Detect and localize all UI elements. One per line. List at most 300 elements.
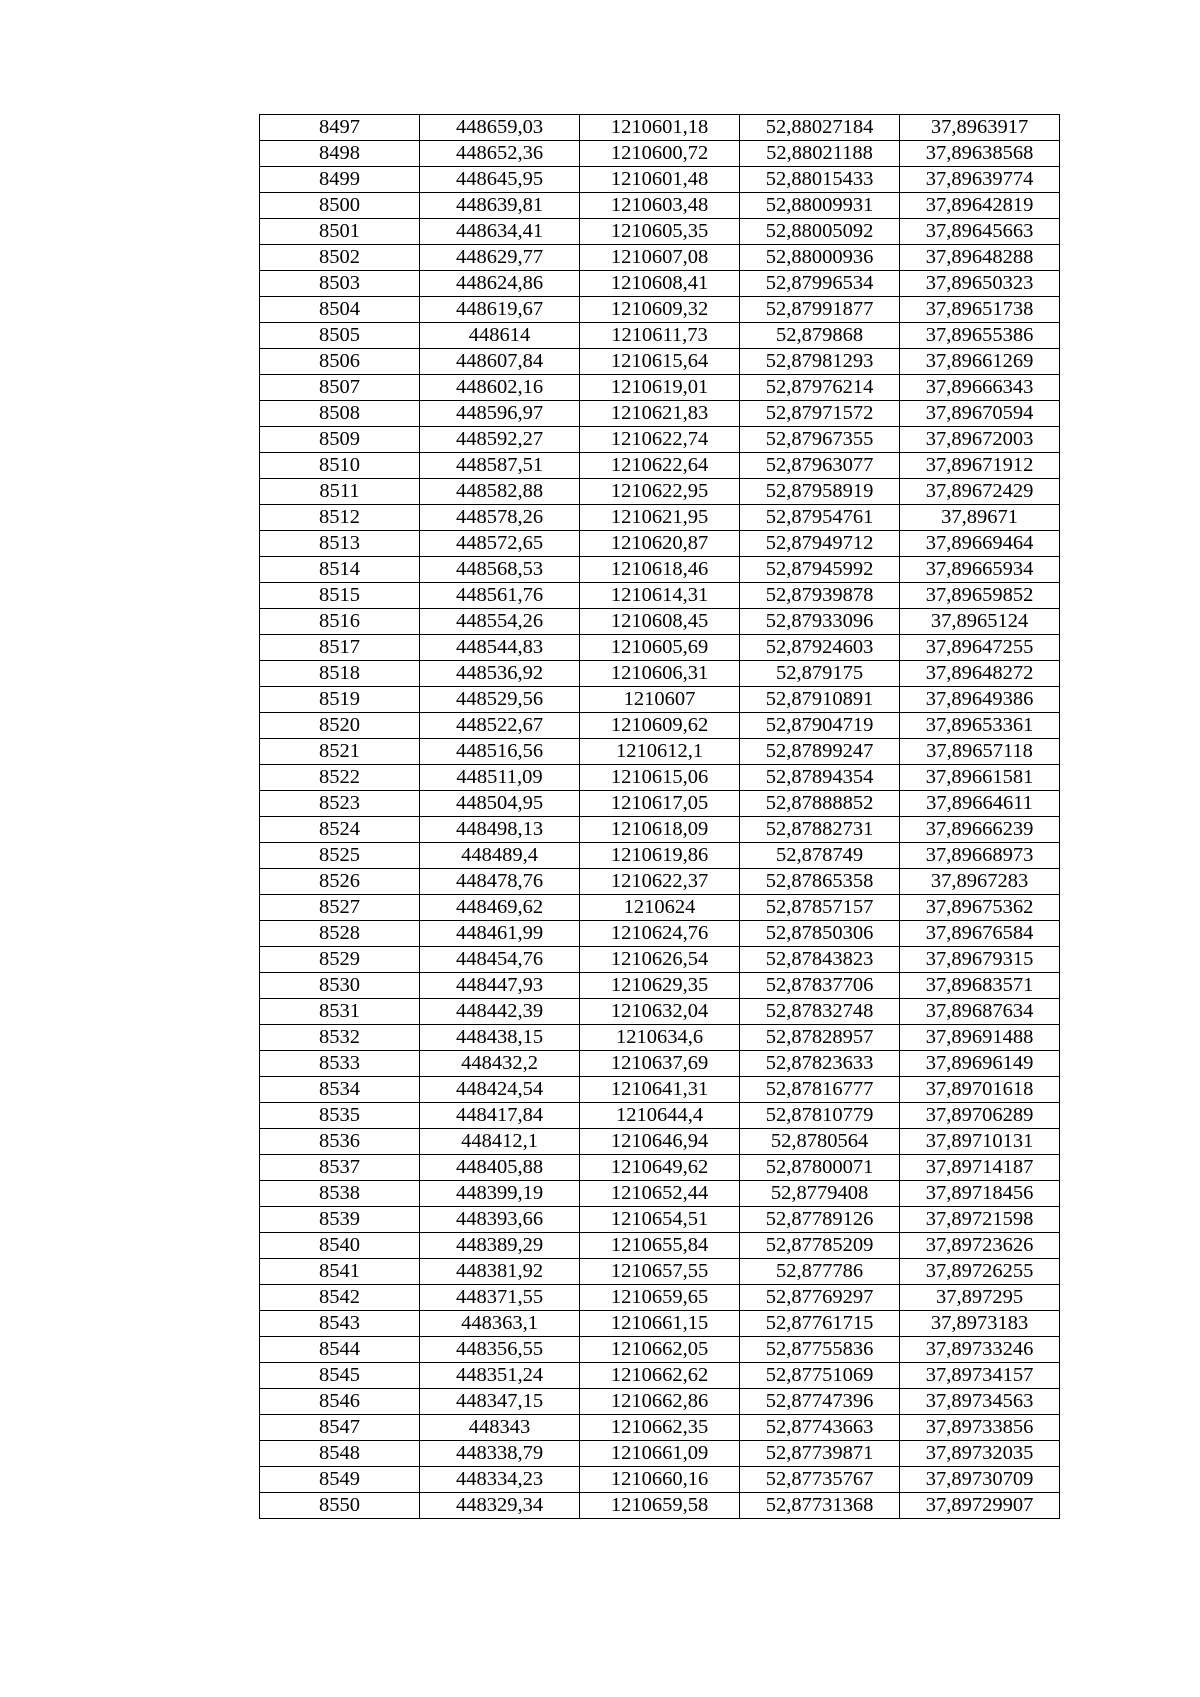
- x-coordinate-cell: 448659,03: [420, 115, 580, 141]
- table-row: [260, 869, 1060, 895]
- point-number-cell: 8504: [260, 297, 420, 323]
- table-row: [260, 557, 1060, 583]
- table-row: [260, 999, 1060, 1025]
- latitude-cell: 52,87843823: [740, 947, 900, 973]
- x-coordinate-cell: 448461,99: [420, 921, 580, 947]
- latitude-cell: 52,87976214: [740, 375, 900, 401]
- point-number-cell: 8514: [260, 557, 420, 583]
- coordinates-table-body: [260, 115, 1060, 1519]
- latitude-cell: 52,87800071: [740, 1155, 900, 1181]
- y-coordinate-cell: 1210624,76: [580, 921, 740, 947]
- x-coordinate-cell: 448634,41: [420, 219, 580, 245]
- y-coordinate-cell: 1210600,72: [580, 141, 740, 167]
- latitude-cell: 52,87789126: [740, 1207, 900, 1233]
- table-row: [260, 505, 1060, 531]
- table-row: [260, 1493, 1060, 1519]
- point-number-cell: 8544: [260, 1337, 420, 1363]
- longitude-cell: 37,89648288: [900, 245, 1060, 271]
- point-number-cell: 8507: [260, 375, 420, 401]
- table-row: [260, 1207, 1060, 1233]
- y-coordinate-cell: 1210617,05: [580, 791, 740, 817]
- point-number-cell: 8541: [260, 1259, 420, 1285]
- x-coordinate-cell: 448347,15: [420, 1389, 580, 1415]
- longitude-cell: 37,89714187: [900, 1155, 1060, 1181]
- point-number-cell: 8532: [260, 1025, 420, 1051]
- point-number-cell: 8533: [260, 1051, 420, 1077]
- x-coordinate-cell: 448412,1: [420, 1129, 580, 1155]
- point-number-cell: 8503: [260, 271, 420, 297]
- longitude-cell: 37,89661269: [900, 349, 1060, 375]
- table-row: [260, 401, 1060, 427]
- table-row: [260, 1129, 1060, 1155]
- longitude-cell: 37,89679315: [900, 947, 1060, 973]
- latitude-cell: 52,88021188: [740, 141, 900, 167]
- table-row: [260, 1233, 1060, 1259]
- latitude-cell: 52,87954761: [740, 505, 900, 531]
- point-number-cell: 8535: [260, 1103, 420, 1129]
- point-number-cell: 8523: [260, 791, 420, 817]
- x-coordinate-cell: 448399,19: [420, 1181, 580, 1207]
- y-coordinate-cell: 1210661,09: [580, 1441, 740, 1467]
- table-row: [260, 1051, 1060, 1077]
- x-coordinate-cell: 448469,62: [420, 895, 580, 921]
- table-row: [260, 1389, 1060, 1415]
- x-coordinate-cell: 448645,95: [420, 167, 580, 193]
- longitude-cell: 37,89670594: [900, 401, 1060, 427]
- latitude-cell: 52,87747396: [740, 1389, 900, 1415]
- y-coordinate-cell: 1210611,73: [580, 323, 740, 349]
- table-row: [260, 635, 1060, 661]
- point-number-cell: 8529: [260, 947, 420, 973]
- x-coordinate-cell: 448629,77: [420, 245, 580, 271]
- y-coordinate-cell: 1210615,06: [580, 765, 740, 791]
- point-number-cell: 8500: [260, 193, 420, 219]
- table-row: [260, 765, 1060, 791]
- point-number-cell: 8513: [260, 531, 420, 557]
- table-row: [260, 687, 1060, 713]
- table-row: [260, 1363, 1060, 1389]
- table-row: [260, 739, 1060, 765]
- latitude-cell: 52,88000936: [740, 245, 900, 271]
- latitude-cell: 52,87735767: [740, 1467, 900, 1493]
- y-coordinate-cell: 1210615,64: [580, 349, 740, 375]
- point-number-cell: 8527: [260, 895, 420, 921]
- table-row: [260, 193, 1060, 219]
- latitude-cell: 52,87810779: [740, 1103, 900, 1129]
- table-row: [260, 1441, 1060, 1467]
- latitude-cell: 52,87991877: [740, 297, 900, 323]
- longitude-cell: 37,89683571: [900, 973, 1060, 999]
- table-row: [260, 427, 1060, 453]
- y-coordinate-cell: 1210637,69: [580, 1051, 740, 1077]
- point-number-cell: 8550: [260, 1493, 420, 1519]
- table-row: [260, 843, 1060, 869]
- y-coordinate-cell: 1210605,35: [580, 219, 740, 245]
- latitude-cell: 52,87963077: [740, 453, 900, 479]
- x-coordinate-cell: 448489,4: [420, 843, 580, 869]
- y-coordinate-cell: 1210662,05: [580, 1337, 740, 1363]
- point-number-cell: 8518: [260, 661, 420, 687]
- longitude-cell: 37,89672429: [900, 479, 1060, 505]
- latitude-cell: 52,87894354: [740, 765, 900, 791]
- x-coordinate-cell: 448544,83: [420, 635, 580, 661]
- y-coordinate-cell: 1210662,86: [580, 1389, 740, 1415]
- point-number-cell: 8534: [260, 1077, 420, 1103]
- longitude-cell: 37,89726255: [900, 1259, 1060, 1285]
- longitude-cell: 37,89676584: [900, 921, 1060, 947]
- y-coordinate-cell: 1210662,35: [580, 1415, 740, 1441]
- table-row: [260, 1077, 1060, 1103]
- y-coordinate-cell: 1210659,65: [580, 1285, 740, 1311]
- table-row: [260, 1025, 1060, 1051]
- table-row: [260, 141, 1060, 167]
- y-coordinate-cell: 1210614,31: [580, 583, 740, 609]
- table-row: [260, 245, 1060, 271]
- y-coordinate-cell: 1210618,09: [580, 817, 740, 843]
- x-coordinate-cell: 448438,15: [420, 1025, 580, 1051]
- point-number-cell: 8539: [260, 1207, 420, 1233]
- longitude-cell: 37,89668973: [900, 843, 1060, 869]
- x-coordinate-cell: 448614: [420, 323, 580, 349]
- latitude-cell: 52,87850306: [740, 921, 900, 947]
- x-coordinate-cell: 448568,53: [420, 557, 580, 583]
- x-coordinate-cell: 448504,95: [420, 791, 580, 817]
- y-coordinate-cell: 1210646,94: [580, 1129, 740, 1155]
- longitude-cell: 37,89664611: [900, 791, 1060, 817]
- x-coordinate-cell: 448381,92: [420, 1259, 580, 1285]
- longitude-cell: 37,89653361: [900, 713, 1060, 739]
- y-coordinate-cell: 1210607: [580, 687, 740, 713]
- table-row: [260, 349, 1060, 375]
- longitude-cell: 37,89645663: [900, 219, 1060, 245]
- latitude-cell: 52,87958919: [740, 479, 900, 505]
- y-coordinate-cell: 1210622,37: [580, 869, 740, 895]
- point-number-cell: 8498: [260, 141, 420, 167]
- y-coordinate-cell: 1210622,74: [580, 427, 740, 453]
- latitude-cell: 52,87816777: [740, 1077, 900, 1103]
- latitude-cell: 52,87945992: [740, 557, 900, 583]
- table-row: [260, 1103, 1060, 1129]
- longitude-cell: 37,89734157: [900, 1363, 1060, 1389]
- latitude-cell: 52,87904719: [740, 713, 900, 739]
- table-row: [260, 661, 1060, 687]
- longitude-cell: 37,89655386: [900, 323, 1060, 349]
- x-coordinate-cell: 448619,67: [420, 297, 580, 323]
- longitude-cell: 37,89706289: [900, 1103, 1060, 1129]
- y-coordinate-cell: 1210644,4: [580, 1103, 740, 1129]
- table-row: [260, 1155, 1060, 1181]
- latitude-cell: 52,87865358: [740, 869, 900, 895]
- table-row: [260, 713, 1060, 739]
- x-coordinate-cell: 448578,26: [420, 505, 580, 531]
- latitude-cell: 52,87755836: [740, 1337, 900, 1363]
- point-number-cell: 8509: [260, 427, 420, 453]
- longitude-cell: 37,89721598: [900, 1207, 1060, 1233]
- x-coordinate-cell: 448607,84: [420, 349, 580, 375]
- y-coordinate-cell: 1210661,15: [580, 1311, 740, 1337]
- point-number-cell: 8538: [260, 1181, 420, 1207]
- latitude-cell: 52,87971572: [740, 401, 900, 427]
- y-coordinate-cell: 1210601,18: [580, 115, 740, 141]
- table-row: [260, 271, 1060, 297]
- latitude-cell: 52,87933096: [740, 609, 900, 635]
- y-coordinate-cell: 1210621,95: [580, 505, 740, 531]
- longitude-cell: 37,89687634: [900, 999, 1060, 1025]
- point-number-cell: 8528: [260, 921, 420, 947]
- latitude-cell: 52,87939878: [740, 583, 900, 609]
- table-row: [260, 791, 1060, 817]
- point-number-cell: 8548: [260, 1441, 420, 1467]
- table-row: [260, 895, 1060, 921]
- point-number-cell: 8524: [260, 817, 420, 843]
- latitude-cell: 52,87924603: [740, 635, 900, 661]
- table-row: [260, 973, 1060, 999]
- longitude-cell: 37,89659852: [900, 583, 1060, 609]
- point-number-cell: 8536: [260, 1129, 420, 1155]
- latitude-cell: 52,87996534: [740, 271, 900, 297]
- longitude-cell: 37,89733246: [900, 1337, 1060, 1363]
- latitude-cell: 52,87823633: [740, 1051, 900, 1077]
- longitude-cell: 37,89733856: [900, 1415, 1060, 1441]
- latitude-cell: 52,87882731: [740, 817, 900, 843]
- x-coordinate-cell: 448447,93: [420, 973, 580, 999]
- latitude-cell: 52,87837706: [740, 973, 900, 999]
- x-coordinate-cell: 448624,86: [420, 271, 580, 297]
- table-row: [260, 1467, 1060, 1493]
- longitude-cell: 37,89666343: [900, 375, 1060, 401]
- point-number-cell: 8516: [260, 609, 420, 635]
- x-coordinate-cell: 448334,23: [420, 1467, 580, 1493]
- y-coordinate-cell: 1210660,16: [580, 1467, 740, 1493]
- table-row: [260, 167, 1060, 193]
- latitude-cell: 52,87751069: [740, 1363, 900, 1389]
- point-number-cell: 8526: [260, 869, 420, 895]
- table-row: [260, 375, 1060, 401]
- y-coordinate-cell: 1210605,69: [580, 635, 740, 661]
- longitude-cell: 37,89647255: [900, 635, 1060, 661]
- table-row: [260, 1415, 1060, 1441]
- x-coordinate-cell: 448652,36: [420, 141, 580, 167]
- x-coordinate-cell: 448639,81: [420, 193, 580, 219]
- latitude-cell: 52,87949712: [740, 531, 900, 557]
- longitude-cell: 37,89638568: [900, 141, 1060, 167]
- table-row: [260, 453, 1060, 479]
- point-number-cell: 8549: [260, 1467, 420, 1493]
- point-number-cell: 8502: [260, 245, 420, 271]
- longitude-cell: 37,8965124: [900, 609, 1060, 635]
- y-coordinate-cell: 1210619,01: [580, 375, 740, 401]
- y-coordinate-cell: 1210612,1: [580, 739, 740, 765]
- latitude-cell: 52,88005092: [740, 219, 900, 245]
- longitude-cell: 37,89723626: [900, 1233, 1060, 1259]
- table-row: [260, 921, 1060, 947]
- longitude-cell: 37,8973183: [900, 1311, 1060, 1337]
- point-number-cell: 8512: [260, 505, 420, 531]
- latitude-cell: 52,87832748: [740, 999, 900, 1025]
- longitude-cell: 37,89671912: [900, 453, 1060, 479]
- point-number-cell: 8519: [260, 687, 420, 713]
- x-coordinate-cell: 448572,65: [420, 531, 580, 557]
- point-number-cell: 8505: [260, 323, 420, 349]
- y-coordinate-cell: 1210618,46: [580, 557, 740, 583]
- y-coordinate-cell: 1210629,35: [580, 973, 740, 999]
- point-number-cell: 8546: [260, 1389, 420, 1415]
- y-coordinate-cell: 1210622,64: [580, 453, 740, 479]
- latitude-cell: 52,8780564: [740, 1129, 900, 1155]
- longitude-cell: 37,897295: [900, 1285, 1060, 1311]
- longitude-cell: 37,89732035: [900, 1441, 1060, 1467]
- x-coordinate-cell: 448454,76: [420, 947, 580, 973]
- x-coordinate-cell: 448424,54: [420, 1077, 580, 1103]
- x-coordinate-cell: 448529,56: [420, 687, 580, 713]
- x-coordinate-cell: 448478,76: [420, 869, 580, 895]
- table-row: [260, 1311, 1060, 1337]
- x-coordinate-cell: 448363,1: [420, 1311, 580, 1337]
- x-coordinate-cell: 448405,88: [420, 1155, 580, 1181]
- longitude-cell: 37,89718456: [900, 1181, 1060, 1207]
- coordinates-table: [259, 114, 1060, 1519]
- longitude-cell: 37,89672003: [900, 427, 1060, 453]
- y-coordinate-cell: 1210606,31: [580, 661, 740, 687]
- x-coordinate-cell: 448343: [420, 1415, 580, 1441]
- longitude-cell: 37,8967283: [900, 869, 1060, 895]
- latitude-cell: 52,88015433: [740, 167, 900, 193]
- longitude-cell: 37,89657118: [900, 739, 1060, 765]
- y-coordinate-cell: 1210649,62: [580, 1155, 740, 1181]
- x-coordinate-cell: 448592,27: [420, 427, 580, 453]
- latitude-cell: 52,88009931: [740, 193, 900, 219]
- point-number-cell: 8522: [260, 765, 420, 791]
- table-row: [260, 1181, 1060, 1207]
- longitude-cell: 37,89710131: [900, 1129, 1060, 1155]
- x-coordinate-cell: 448522,67: [420, 713, 580, 739]
- x-coordinate-cell: 448356,55: [420, 1337, 580, 1363]
- point-number-cell: 8531: [260, 999, 420, 1025]
- y-coordinate-cell: 1210603,48: [580, 193, 740, 219]
- point-number-cell: 8530: [260, 973, 420, 999]
- point-number-cell: 8543: [260, 1311, 420, 1337]
- y-coordinate-cell: 1210619,86: [580, 843, 740, 869]
- latitude-cell: 52,8779408: [740, 1181, 900, 1207]
- table-row: [260, 583, 1060, 609]
- latitude-cell: 52,87731368: [740, 1493, 900, 1519]
- latitude-cell: 52,879868: [740, 323, 900, 349]
- point-number-cell: 8547: [260, 1415, 420, 1441]
- point-number-cell: 8545: [260, 1363, 420, 1389]
- y-coordinate-cell: 1210622,95: [580, 479, 740, 505]
- point-number-cell: 8540: [260, 1233, 420, 1259]
- table-row: [260, 219, 1060, 245]
- latitude-cell: 52,87785209: [740, 1233, 900, 1259]
- x-coordinate-cell: 448498,13: [420, 817, 580, 843]
- longitude-cell: 37,89701618: [900, 1077, 1060, 1103]
- table-row: [260, 297, 1060, 323]
- y-coordinate-cell: 1210634,6: [580, 1025, 740, 1051]
- x-coordinate-cell: 448561,76: [420, 583, 580, 609]
- latitude-cell: 52,87739871: [740, 1441, 900, 1467]
- y-coordinate-cell: 1210601,48: [580, 167, 740, 193]
- y-coordinate-cell: 1210609,32: [580, 297, 740, 323]
- x-coordinate-cell: 448393,66: [420, 1207, 580, 1233]
- x-coordinate-cell: 448351,24: [420, 1363, 580, 1389]
- y-coordinate-cell: 1210608,45: [580, 609, 740, 635]
- y-coordinate-cell: 1210620,87: [580, 531, 740, 557]
- point-number-cell: 8520: [260, 713, 420, 739]
- longitude-cell: 37,8963917: [900, 115, 1060, 141]
- point-number-cell: 8525: [260, 843, 420, 869]
- x-coordinate-cell: 448417,84: [420, 1103, 580, 1129]
- latitude-cell: 52,87899247: [740, 739, 900, 765]
- longitude-cell: 37,89639774: [900, 167, 1060, 193]
- longitude-cell: 37,89730709: [900, 1467, 1060, 1493]
- point-number-cell: 8515: [260, 583, 420, 609]
- point-number-cell: 8497: [260, 115, 420, 141]
- point-number-cell: 8537: [260, 1155, 420, 1181]
- latitude-cell: 52,87910891: [740, 687, 900, 713]
- table-row: [260, 817, 1060, 843]
- y-coordinate-cell: 1210662,62: [580, 1363, 740, 1389]
- point-number-cell: 8542: [260, 1285, 420, 1311]
- latitude-cell: 52,87743663: [740, 1415, 900, 1441]
- table-row: [260, 531, 1060, 557]
- x-coordinate-cell: 448338,79: [420, 1441, 580, 1467]
- longitude-cell: 37,89669464: [900, 531, 1060, 557]
- point-number-cell: 8511: [260, 479, 420, 505]
- latitude-cell: 52,87981293: [740, 349, 900, 375]
- point-number-cell: 8521: [260, 739, 420, 765]
- latitude-cell: 52,87967355: [740, 427, 900, 453]
- latitude-cell: 52,87857157: [740, 895, 900, 921]
- longitude-cell: 37,89734563: [900, 1389, 1060, 1415]
- x-coordinate-cell: 448587,51: [420, 453, 580, 479]
- table-row: [260, 947, 1060, 973]
- y-coordinate-cell: 1210652,44: [580, 1181, 740, 1207]
- y-coordinate-cell: 1210621,83: [580, 401, 740, 427]
- table-row: [260, 323, 1060, 349]
- x-coordinate-cell: 448371,55: [420, 1285, 580, 1311]
- x-coordinate-cell: 448516,56: [420, 739, 580, 765]
- longitude-cell: 37,89729907: [900, 1493, 1060, 1519]
- y-coordinate-cell: 1210654,51: [580, 1207, 740, 1233]
- x-coordinate-cell: 448432,2: [420, 1051, 580, 1077]
- y-coordinate-cell: 1210655,84: [580, 1233, 740, 1259]
- longitude-cell: 37,89675362: [900, 895, 1060, 921]
- longitude-cell: 37,89649386: [900, 687, 1060, 713]
- point-number-cell: 8510: [260, 453, 420, 479]
- y-coordinate-cell: 1210657,55: [580, 1259, 740, 1285]
- x-coordinate-cell: 448554,26: [420, 609, 580, 635]
- longitude-cell: 37,89661581: [900, 765, 1060, 791]
- y-coordinate-cell: 1210608,41: [580, 271, 740, 297]
- point-number-cell: 8517: [260, 635, 420, 661]
- longitude-cell: 37,89651738: [900, 297, 1060, 323]
- x-coordinate-cell: 448389,29: [420, 1233, 580, 1259]
- latitude-cell: 52,87769297: [740, 1285, 900, 1311]
- table-row: [260, 479, 1060, 505]
- x-coordinate-cell: 448596,97: [420, 401, 580, 427]
- point-number-cell: 8499: [260, 167, 420, 193]
- table-row: [260, 115, 1060, 141]
- y-coordinate-cell: 1210659,58: [580, 1493, 740, 1519]
- point-number-cell: 8501: [260, 219, 420, 245]
- longitude-cell: 37,89650323: [900, 271, 1060, 297]
- latitude-cell: 52,88027184: [740, 115, 900, 141]
- y-coordinate-cell: 1210624: [580, 895, 740, 921]
- x-coordinate-cell: 448511,09: [420, 765, 580, 791]
- y-coordinate-cell: 1210641,31: [580, 1077, 740, 1103]
- x-coordinate-cell: 448602,16: [420, 375, 580, 401]
- latitude-cell: 52,87828957: [740, 1025, 900, 1051]
